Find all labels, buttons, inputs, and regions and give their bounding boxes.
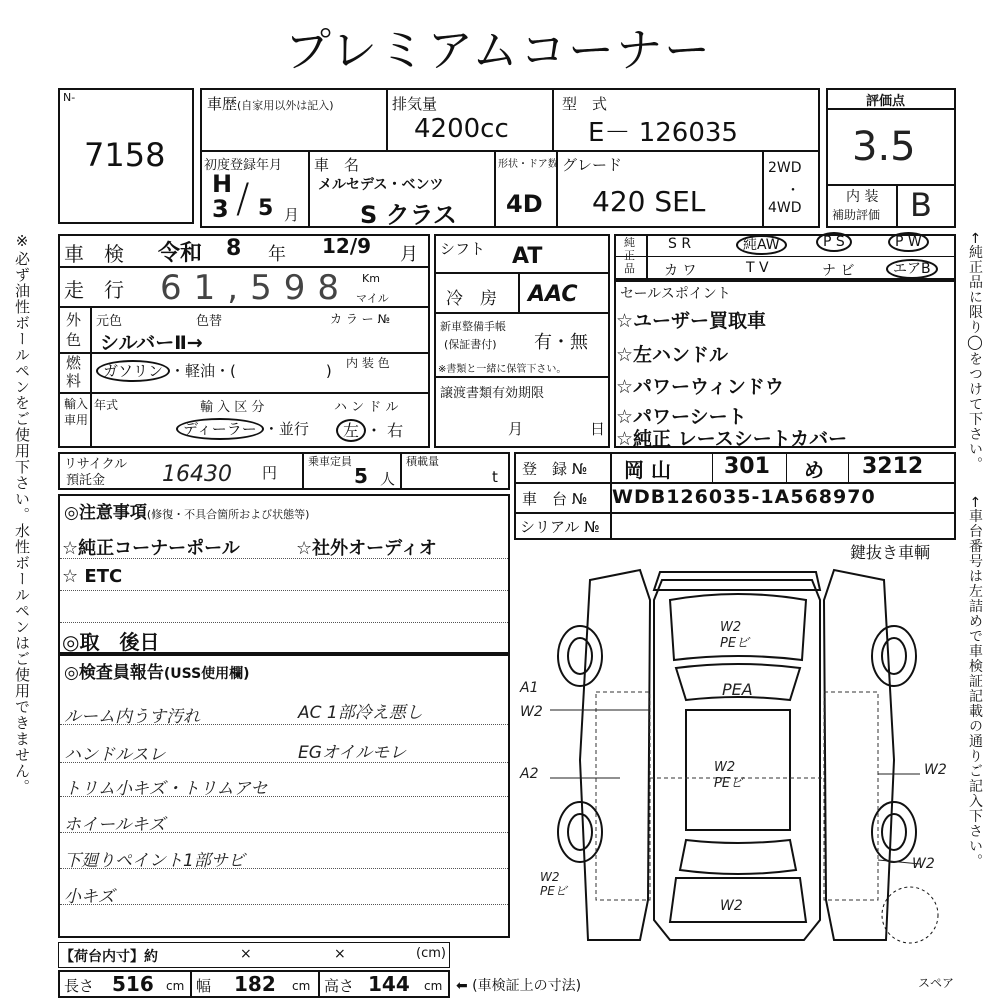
inspector-line: EGオイルモレ: [298, 743, 407, 763]
grade-label: グレード: [562, 156, 623, 174]
drive-2wd: 2WD: [768, 160, 802, 176]
length-label: 長さ: [64, 977, 95, 995]
lot-label: N-: [63, 91, 76, 104]
note-line: ☆ ETC: [62, 566, 123, 587]
first-reg-unit: 月: [284, 206, 300, 224]
drive-4wd: 4WD: [768, 200, 802, 216]
chassis-value: WDB126035-1A568970: [612, 486, 876, 508]
mileage-value: 61,598: [160, 268, 351, 308]
right-side-note-2: ←車台番号は左詰めで車検証記載の通りご記入下さい。: [967, 496, 983, 869]
mileage-unit-km: Km: [362, 272, 380, 285]
recycle-label-1: リサイクル: [64, 457, 128, 472]
equip-tv: T V: [746, 260, 769, 276]
spare-label: スペア: [918, 976, 955, 990]
inspection-year: 8: [226, 236, 242, 261]
shift-value: AT: [512, 244, 543, 269]
load-unit: t: [492, 468, 498, 486]
car-name-label: 車 名: [314, 156, 360, 174]
inspector-line: ハンドルスレ: [64, 745, 166, 765]
interior-value: B: [910, 186, 932, 224]
manual-label-1: 新車整備手帳: [440, 320, 506, 333]
plate-region: 岡 山: [624, 458, 671, 482]
diag-note-right-1: W2: [924, 762, 947, 778]
sales-item: ☆パワーウィンドウ: [616, 376, 784, 398]
inspection-month-unit: 月: [400, 244, 418, 265]
inspection-label: 車 検: [64, 242, 124, 266]
note-line: ☆社外オーディオ: [296, 538, 437, 559]
recycle-label-2: 預託金: [66, 473, 106, 488]
capacity-unit: 人: [380, 470, 396, 488]
height-value: 144: [368, 972, 410, 996]
import-kubun-label: 輸 入 区 分: [200, 400, 265, 415]
manual-value: 有・無: [534, 332, 588, 353]
car-maker: メルセデス・ベンツ: [318, 177, 444, 193]
inspection-era: 令和: [158, 241, 203, 266]
right-side-note-1: ←純正品に限り◯をつけて下さい。: [967, 232, 983, 472]
notes-title: ◎注意事項(修復・不具合箇所および状態等): [64, 503, 310, 523]
import-side: 輸入 車用: [64, 397, 89, 427]
width-unit: cm: [292, 979, 311, 993]
first-reg-month: 5: [258, 196, 274, 221]
manual-note: ※書類と一緒に保管下さい。: [438, 364, 567, 375]
length-value: 516: [112, 972, 154, 996]
history-label: 車歴(自家用以外は記入): [207, 95, 334, 113]
diag-note-w2-left: W2: [520, 704, 543, 720]
sales-item: ☆左ハンドル: [616, 344, 729, 366]
note-line: ◎取 後日: [62, 630, 160, 654]
equip-aw: 純AW: [736, 234, 787, 254]
sales-item: ☆パワーシート: [616, 406, 747, 428]
plate-kana: め: [804, 458, 824, 482]
plate-number: 3212: [862, 454, 924, 479]
import-year-label: 年式: [94, 398, 119, 412]
inspection-year-unit: 年: [268, 244, 286, 265]
equip-navi: ナ ビ: [822, 263, 855, 279]
cargo-x1: ×: [240, 946, 252, 962]
transfer-month: 月: [508, 420, 524, 438]
score-label: 評価点: [866, 94, 906, 109]
shape-value: 4D: [506, 190, 543, 218]
manual-label-2: (保証書付): [444, 338, 497, 351]
color-orig-label: 元色: [96, 314, 123, 329]
color-code-label: カ ラ ー №: [330, 312, 390, 326]
cargo-unit: (cm): [416, 946, 446, 961]
page-title: プレミアムコーナー: [285, 23, 712, 77]
color-change-label: 色替: [196, 314, 223, 329]
width-value: 182: [234, 972, 276, 996]
chassis-label: 車 台 №: [522, 490, 588, 508]
first-reg-label: 初度登録年月: [204, 158, 283, 173]
lot-number: 7158: [84, 136, 166, 174]
interior-label-1: 内 装: [846, 189, 879, 205]
shift-label: シフト: [440, 240, 486, 258]
recycle-unit: 円: [262, 464, 278, 482]
lot-box: [58, 88, 194, 224]
dims-note: ⬅ (車検証上の寸法): [456, 978, 582, 994]
interior-color-label: 内 装 色: [346, 356, 390, 370]
inspection-date: 12/9: [322, 234, 372, 258]
displacement-value: 4200cc: [414, 114, 509, 144]
diag-note-right-2: W2: [912, 856, 935, 872]
mileage-label: 走 行: [64, 278, 124, 302]
equip-airbag: エアB: [886, 258, 938, 278]
handle-value: 左 ・ 右: [336, 418, 403, 441]
key-removed-label: 鍵抜き車輌: [850, 543, 931, 562]
serial-label: シリアル №: [520, 518, 600, 536]
diag-note-glass: PEA: [722, 680, 753, 699]
aircon-value: AAC: [528, 282, 578, 307]
capacity-label: 乗車定員: [308, 455, 352, 468]
car-diagram: [520, 560, 960, 950]
registration-label: 登 録 №: [522, 460, 588, 478]
first-reg-year: 3: [212, 195, 229, 223]
color-value: シルバーⅡ→: [100, 332, 203, 354]
height-label: 高さ: [324, 977, 355, 995]
model-label: 型 式: [562, 95, 608, 113]
interior-label-2: 補助評価: [832, 208, 881, 222]
score-value: 3.5: [852, 124, 916, 170]
inspector-line: ホイールキズ: [64, 815, 166, 835]
sales-label: セールスポイント: [620, 286, 731, 302]
color-side: 外 色: [66, 311, 82, 349]
equip-pw: P W: [888, 234, 929, 250]
inspector-line: 小キズ: [64, 887, 115, 907]
cargo-label: 【荷台内寸】約: [60, 949, 158, 965]
inspector-line: AC 1部冷え悪し: [298, 703, 423, 723]
inspector-line: トリム小キズ・トリムアセ: [64, 779, 268, 799]
diag-note-roof: W2 PEビ: [714, 760, 744, 791]
diag-note-top: W2 PEビ: [720, 620, 750, 651]
left-side-note: ※必ず油性ボールペンをご使用下さい。水性ボールペンはご使用できません。: [13, 232, 31, 795]
cargo-x2: ×: [334, 946, 346, 962]
car-name: S クラス: [360, 201, 457, 229]
displacement-label: 排気量: [392, 95, 438, 113]
diag-note-rear-left: W2 PEビ: [540, 870, 567, 898]
equip-ps: P S: [816, 234, 852, 250]
recycle-value: 16430: [162, 462, 232, 487]
length-unit: cm: [166, 979, 185, 993]
diag-note-a2: A2: [520, 766, 539, 782]
transfer-label: 譲渡書類有効期限: [440, 386, 545, 401]
import-kubun-value: ディーラー ・並行: [176, 418, 309, 439]
load-label: 積載量: [406, 455, 439, 468]
fuel-options: ガソリン ・軽油・( ): [96, 360, 332, 381]
handle-label: ハ ン ド ル: [334, 400, 399, 415]
width-label: 幅: [196, 977, 212, 995]
fuel-side: 燃 料: [66, 354, 82, 390]
sales-item: ☆純正 レースシートカバー: [616, 428, 848, 450]
height-unit: cm: [424, 979, 443, 993]
plate-class: 301: [724, 454, 770, 479]
aircon-label: 冷 房: [446, 289, 497, 309]
inspector-title: ◎検査員報告(USS使用欄): [64, 663, 250, 683]
shape-label: 形状・ドア数: [498, 159, 558, 170]
diag-note-rear: W2: [720, 898, 743, 914]
sales-item: ☆ユーザー買取車: [616, 310, 767, 332]
inspector-line: 下廻りペイント1部サビ: [64, 851, 245, 871]
diag-note-a1: A1: [520, 680, 539, 696]
first-reg-era: H: [212, 170, 233, 198]
note-line: ☆純正コーナーポール: [62, 538, 240, 559]
equipment-side: 純 正 品: [624, 236, 635, 275]
mileage-unit-mile: マイル: [356, 292, 389, 305]
equip-kawa: カ ワ: [664, 263, 697, 279]
inspector-line: ルーム内うす汚れ: [64, 707, 200, 727]
equip-sr: S R: [668, 236, 692, 252]
transfer-day: 日: [590, 420, 606, 438]
grade-value: 420 SEL: [592, 185, 706, 218]
capacity-value: 5: [354, 464, 368, 488]
model-value: E－ 126035: [588, 118, 738, 148]
